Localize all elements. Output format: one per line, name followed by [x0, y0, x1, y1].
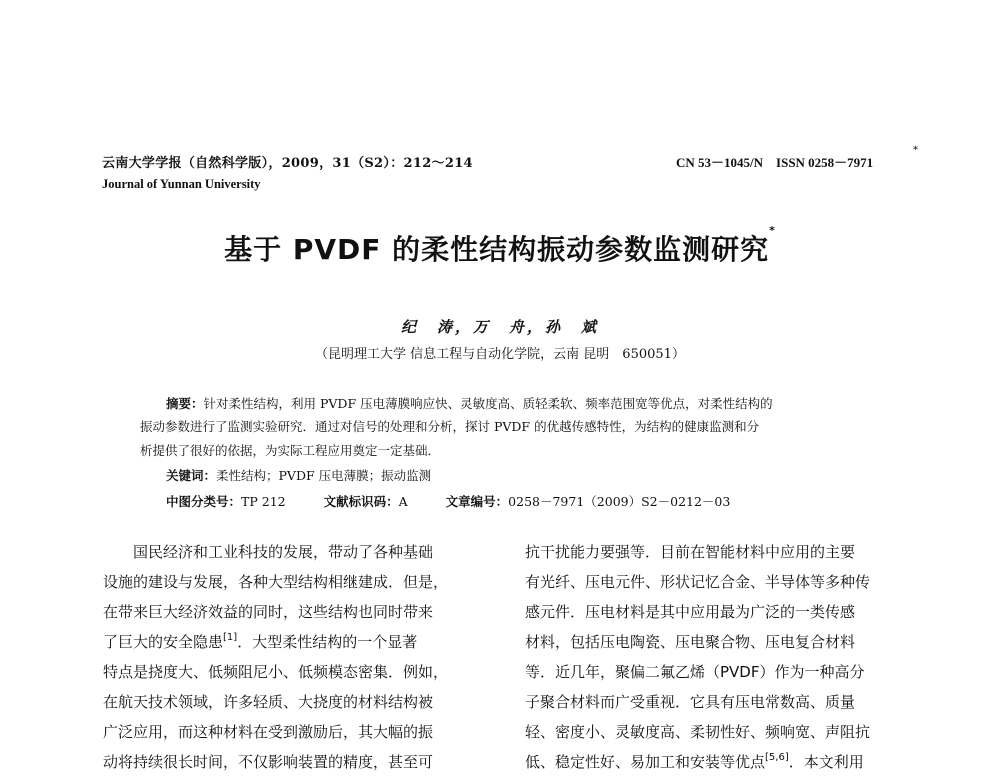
- doc-code-label: 文献标识码：: [323, 494, 399, 509]
- body-line: 材料，包括压电陶瓷、压电聚合物、压电复合材料: [525, 633, 856, 651]
- body-line-text: ．大型柔性结构的一个显著: [237, 633, 418, 651]
- citation-ref: [5,6]: [765, 752, 789, 763]
- body-line: 广泛应用，而这种材料在受到激励后，其大幅的振: [103, 723, 434, 741]
- keywords-label: 关键词：: [166, 468, 217, 483]
- body-line: 在航天技术领域，许多轻质、大挠度的材料结构被: [103, 693, 434, 711]
- clc-value: TP 212: [241, 494, 286, 509]
- body-line: 子聚合材料而广受重视．它具有压电常数高、质量: [525, 693, 856, 711]
- keywords-text: 柔性结构；PVDF 压电薄膜；振动监测: [216, 468, 432, 483]
- body-line: 在带来巨大经济效益的同时，这些结构也同时带来: [103, 603, 434, 621]
- body-line: 国民经济和工业科技的发展，带动了各种基础: [103, 543, 434, 561]
- abstract-line-2: 振动参数进行了监测实验研究．通过对信号的处理和分析，探讨 PVDF 的优越传感特性，为结构的健康监测和分: [140, 419, 760, 434]
- body-column-right: [525, 537, 915, 777]
- paper-title-text: 基于 PVDF 的柔性结构振动参数监测研究: [224, 233, 770, 266]
- keywords: [166, 466, 431, 484]
- body-line: 感元件．压电材料是其中应用最为广泛的一类传感: [525, 603, 856, 621]
- body-line-text: 了巨大的安全隐患: [103, 633, 224, 651]
- body-line: 设施的建设与发展，各种大型结构相继建成．但是，: [103, 573, 449, 591]
- abstract-line-3: 析提供了很好的依据，为实际工程应用奠定一定基础．: [140, 443, 441, 458]
- abstract-label: 摘要：: [166, 396, 204, 411]
- body-line: 特点是挠度大、低频阻尼小、低频模态密集．例如，: [103, 663, 449, 681]
- body-line-text: ．本文利用: [788, 753, 864, 771]
- issn-code: CN 53－1045/N ISSN 0258－7971: [676, 155, 874, 170]
- body-line-text: 低、稳定性好、易加工和安装等优点: [525, 753, 766, 771]
- body-line: 动将持续很长时间，不仅影响装置的精度，甚至可: [103, 753, 434, 771]
- journal-citation: 云南大学学报（自然科学版），2009，31（S2）：212～214: [102, 156, 473, 171]
- doc-code-value: A: [398, 494, 408, 509]
- affiliation: （昆明理工大学 信息工程与自动化学院，云南 昆明 650051）: [315, 347, 685, 362]
- citation-ref: [1]: [223, 632, 238, 643]
- title-footnote-mark: *: [769, 224, 776, 237]
- body-line: 抗干扰能力要强等．目前在智能材料中应用的主要: [525, 543, 856, 561]
- issn-mark: *: [913, 145, 918, 156]
- journal-english-name: Journal of Yunnan University: [102, 177, 261, 191]
- classification-line: [166, 492, 730, 510]
- paper-title: [0, 224, 1000, 268]
- article-number-label: 文章编号：: [445, 494, 509, 509]
- body-line: [103, 627, 503, 657]
- body-line: 等．近几年，聚偏二氟乙烯（PVDF）作为一种高分: [525, 663, 865, 681]
- body-line: 有光纤、压电元件、形状记忆合金、半导体等多种传: [525, 573, 871, 591]
- body-column-left: [103, 537, 503, 777]
- body-line: 轻、密度小、灵敏度高、柔韧性好、频响宽、声阻抗: [525, 723, 871, 741]
- author-list: 纪 涛，万 舟，孙 斌: [400, 318, 599, 336]
- article-number-value: 0258－7971（2009）S2－0212－03: [508, 494, 731, 509]
- abstract-line-1: [166, 394, 773, 412]
- abstract-text-1: 针对柔性结构，利用 PVDF 压电薄膜响应快、灵敏度高、质轻柔软、频率范围宽等优点，对柔性结构的: [203, 396, 773, 411]
- clc-label: 中图分类号：: [166, 494, 242, 509]
- body-line: [525, 747, 915, 777]
